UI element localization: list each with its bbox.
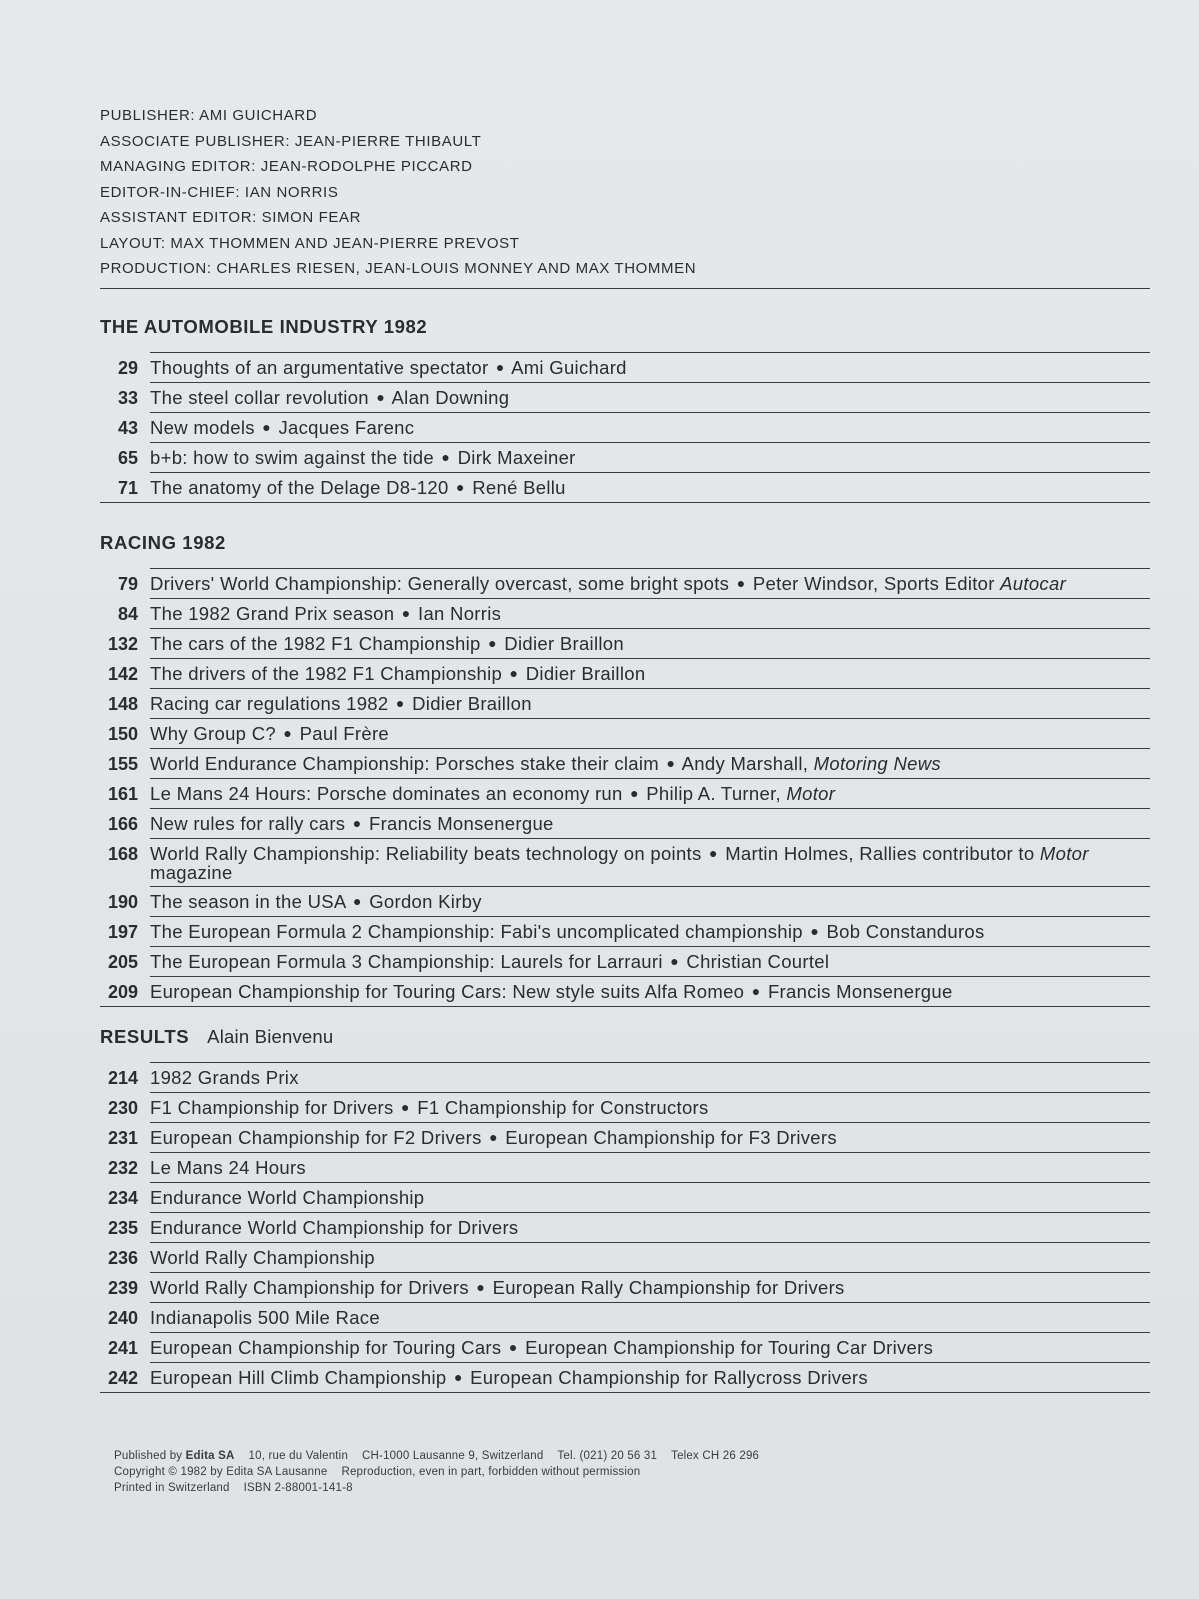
entry-author: Paul Frère [299,723,389,744]
entry-title: The 1982 Grand Prix season [150,603,395,624]
entry-text [150,568,1150,593]
contents-entry [100,568,1150,598]
bullet-icon: ● [508,1339,518,1355]
entry-text [150,838,1150,882]
bullet-icon: ● [666,755,676,771]
bullet-icon: ● [352,815,362,831]
entry-title: New rules for rally cars [150,813,346,834]
page-number: 79 [117,574,138,594]
entry-title: Le Mans 24 Hours: Porsche dominates an economy run [150,783,623,804]
entry-text [150,1152,1150,1177]
page-number: 43 [117,418,138,438]
bullet-icon: ● [401,605,411,621]
entry-title: World Rally Championship for Drivers [150,1277,469,1298]
entry-text [150,1092,1150,1117]
entry-title: The drivers of the 1982 F1 Championship [150,663,503,684]
entry-title: European Championship for F2 Drivers [150,1127,482,1148]
entry-author: Didier Braillon [412,693,532,714]
entry-text [150,412,1150,437]
entry-title: Le Mans 24 Hours [150,1157,306,1178]
publisher-city: CH-1000 Lausanne 9, Switzerland [362,1450,544,1462]
page-number: 240 [107,1308,138,1328]
publisher-address: 10, rue du Valentin [248,1450,349,1462]
entry-text [150,718,1150,743]
bullet-icon: ● [488,635,497,651]
entry-author: Martin Holmes, Rallies contributor to [725,843,1040,864]
entry-author: Andy Marshall, [681,753,814,774]
entry-title: World Rally Championship: Reliability beats technology on points [150,843,702,864]
section-bottom-rule [100,1392,1150,1393]
bullet-icon: ● [495,359,505,375]
entry-text [150,748,1150,773]
bullet-icon: ● [751,983,761,999]
entry-text [150,472,1150,497]
entry-text [150,442,1150,467]
entry-text [150,886,1150,911]
bullet-icon: ● [670,953,679,969]
page-number: 168 [107,844,138,864]
entry-text [150,916,1150,941]
contents-entry [100,598,1150,628]
page-number: 166 [107,814,138,834]
results-heading: RESULTS [100,1026,190,1047]
contents-entry [100,1122,1150,1152]
contents-entry [100,472,1150,502]
contents-entry [100,382,1150,412]
published-prefix: Published by [114,1450,186,1462]
entry-title: The steel collar revolution [150,387,369,408]
entry-title: European Championship for Touring Cars: New style suits Alfa Romeo [150,981,745,1002]
contents-entry [100,352,1150,382]
publisher-name: Edita SA [185,1450,235,1462]
entry-second-title: European Championship for Touring Car Drivers [525,1337,934,1358]
page-number: 242 [107,1368,138,1388]
entry-title: The cars of the 1982 F1 Championship [150,633,481,654]
page-number: 65 [117,448,138,468]
page-number: 155 [107,754,138,774]
entry-title: b+b: how to swim against the tide [150,447,434,468]
section-heading [100,1026,1150,1048]
imprint [114,1448,759,1496]
bullet-icon: ● [283,725,293,741]
bullet-icon: ● [395,695,405,711]
entry-author: Peter Windsor, Sports Editor [752,573,1001,594]
page-number: 197 [107,922,138,942]
contents-entry [100,412,1150,442]
bullet-icon: ● [401,1099,410,1115]
contents-entry [100,1362,1150,1392]
contents-entry [100,1062,1150,1092]
contents-entry [100,976,1150,1006]
section-racing [100,532,1150,1007]
entry-text [150,1362,1150,1387]
page-number: 84 [117,604,138,624]
entry-title: F1 Championship for Drivers [150,1097,394,1118]
entry-title: European Hill Climb Championship [150,1367,447,1388]
page-number: 190 [107,892,138,912]
entry-text [150,1212,1150,1237]
entry-title: The European Formula 3 Championship: Laurels for Larrauri [150,951,663,972]
entry-text [150,976,1150,1001]
page-number: 132 [107,634,138,654]
entry-title: The anatomy of the Delage D8-120 [150,477,449,498]
bullet-icon: ● [489,1129,498,1145]
bullet-icon: ● [736,575,746,591]
reproduction-notice: Reproduction, even in part, forbidden without permission [341,1466,641,1478]
entry-title: The season in the USA [150,891,346,912]
contents-entry [100,916,1150,946]
page-number: 205 [107,952,138,972]
entry-author: Philip A. Turner, [646,783,787,804]
entry-publication: Autocar [1000,573,1067,594]
entry-text [150,352,1150,377]
page-number: 234 [107,1188,138,1208]
bullet-icon: ● [352,893,362,909]
contents-entry [100,718,1150,748]
contents-entry [100,1242,1150,1272]
page-number: 29 [117,358,138,378]
entry-title: The European Formula 2 Championship: Fabi's uncomplicated championship [150,921,803,942]
bullet-icon: ● [456,479,465,495]
page-number: 142 [107,664,138,684]
publisher-tel: Tel. (021) 20 56 31 [557,1450,658,1462]
imprint-line-1 [114,1448,759,1464]
page-number: 161 [107,784,138,804]
entry-text [150,778,1150,803]
contents-entry [100,1152,1150,1182]
credit-publisher: PUBLISHER: AMI GUICHARD [100,107,318,124]
contents-entry [100,778,1150,808]
bullet-icon: ● [453,1369,463,1385]
entry-title: Drivers' World Championship: Generally overcast, some bright spots [150,573,730,594]
bullet-icon: ● [630,785,639,801]
page-number: 236 [107,1248,138,1268]
masthead-divider [100,288,1150,289]
entry-author: Jacques Farenc [278,417,415,438]
entry-text [150,1242,1150,1267]
contents-entry [100,1092,1150,1122]
entry-text [150,658,1150,683]
credit-production: PRODUCTION: CHARLES RIESEN, JEAN-LOUIS MONNEY AND MAX THOMMEN [100,260,697,277]
page-number: 241 [107,1338,138,1358]
section-heading: THE AUTOMOBILE INDUSTRY 1982 [100,316,428,337]
entry-suffix: magazine [150,862,233,883]
credit-assistant-editor: ASSISTANT EDITOR: SIMON FEAR [100,209,362,226]
page-number: 230 [107,1098,138,1118]
bullet-icon: ● [708,845,718,861]
entry-text [150,946,1150,971]
entry-text [150,1272,1150,1297]
contents-entry [100,946,1150,976]
contents-entry [100,808,1150,838]
entry-title: Endurance World Championship for Drivers [150,1217,519,1238]
page-number: 231 [107,1128,138,1148]
entry-text [150,688,1150,713]
results-compiler: Alain Bienvenu [207,1026,334,1047]
entry-title: World Endurance Championship: Porsches stake their claim [150,753,659,774]
entry-author: Francis Monsenergue [369,813,554,834]
page-number: 148 [107,694,138,714]
contents-entry [100,1182,1150,1212]
credit-managing-editor: MANAGING EDITOR: JEAN-RODOLPHE PICCARD [100,158,473,175]
entry-text [150,1182,1150,1207]
entry-author: Christian Courtel [686,951,830,972]
page-number: 33 [117,388,138,408]
copyright: Copyright © 1982 by Edita SA Lausanne [114,1466,328,1478]
entry-title: 1982 Grands Prix [150,1067,299,1088]
entry-title: Indianapolis 500 Mile Race [150,1307,380,1328]
entry-author: Gordon Kirby [369,891,482,912]
bullet-icon: ● [376,389,386,405]
entry-text [150,382,1150,407]
entry-author: Ian Norris [418,603,502,624]
imprint-line-2 [114,1464,759,1480]
imprint-line-3 [114,1480,759,1496]
contents-entry [100,1272,1150,1302]
section-results [100,1026,1150,1393]
entry-text [150,1332,1150,1357]
entry-second-title: European Championship for F3 Drivers [505,1127,837,1148]
entry-second-title: European Championship for Rallycross Drivers [470,1367,868,1388]
page-number: 150 [107,724,138,744]
bullet-icon: ● [476,1279,486,1295]
entry-second-title: European Rally Championship for Drivers [492,1277,845,1298]
publisher-telex: Telex CH 26 296 [671,1450,760,1462]
section-bottom-rule [100,502,1150,503]
page-number: 232 [107,1158,138,1178]
contents-entry [100,1332,1150,1362]
entry-title: Endurance World Championship [150,1187,425,1208]
entry-title: European Championship for Touring Cars [150,1337,502,1358]
entry-publication: Motor [1039,843,1089,864]
section-automobile-industry [100,316,1150,503]
entry-author: Alan Downing [391,387,510,408]
entry-second-title: F1 Championship for Constructors [417,1097,709,1118]
entry-title: Racing car regulations 1982 [150,693,389,714]
entry-text [150,598,1150,623]
bullet-icon: ● [441,449,451,465]
entry-title: World Rally Championship [150,1247,375,1268]
contents-entry [100,688,1150,718]
entry-publication: Motor [786,783,836,804]
page-number: 209 [107,982,138,1002]
page-number: 71 [117,478,138,498]
section-heading: RACING 1982 [100,532,226,553]
contents-entry [100,886,1150,916]
entry-text [150,808,1150,833]
entry-text [150,1062,1150,1087]
entry-author: Ami Guichard [511,357,627,378]
entry-author: Dirk Maxeiner [457,447,576,468]
page-number: 235 [107,1218,138,1238]
contents-entry [100,1212,1150,1242]
contents-entry [100,748,1150,778]
section-bottom-rule [100,1006,1150,1007]
isbn: ISBN 2-88001-141-8 [243,1482,353,1494]
contents-entry [100,628,1150,658]
entry-author: Bob Constanduros [826,921,985,942]
bullet-icon: ● [262,419,272,435]
contents-entry [100,658,1150,688]
credit-associate-publisher: ASSOCIATE PUBLISHER: JEAN-PIERRE THIBAULT [100,132,482,150]
masthead [100,103,1150,289]
contents-entry [100,1302,1150,1332]
contents-entry [100,442,1150,472]
entry-text [150,628,1150,653]
entry-text [150,1122,1150,1147]
entry-title: New models [150,417,255,438]
page-number: 214 [107,1068,138,1088]
page-number: 239 [107,1278,138,1298]
credit-layout: LAYOUT: MAX THOMMEN AND JEAN-PIERRE PREVOST [100,234,520,252]
credit-editor-in-chief: EDITOR-IN-CHIEF: IAN NORRIS [100,183,339,201]
entry-title: Thoughts of an argumentative spectator [150,357,489,378]
entry-publication: Motoring News [813,753,941,774]
entry-title: Why Group C? [150,723,276,744]
entry-author: René Bellu [472,477,566,498]
bullet-icon: ● [810,923,820,939]
printed-in: Printed in Switzerland [114,1482,230,1494]
entry-text [150,1302,1150,1327]
entry-author: Didier Braillon [525,663,646,684]
bullet-icon: ● [509,665,519,681]
contents-entry [100,838,1150,886]
entry-author: Didier Braillon [504,633,624,654]
entry-author: Francis Monsenergue [767,981,953,1002]
